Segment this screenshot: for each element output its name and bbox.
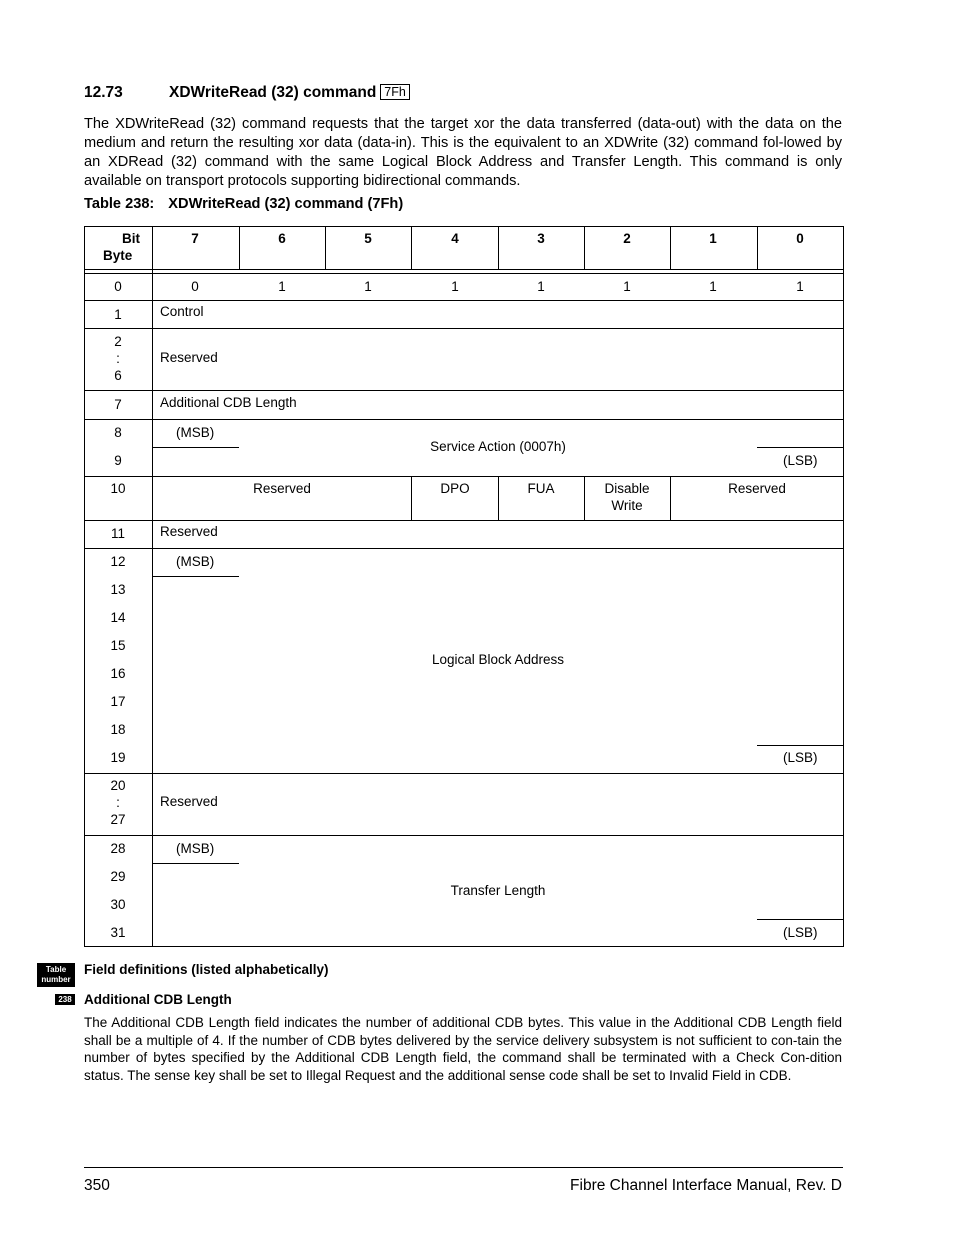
table-caption (84, 196, 403, 212)
byte-label: : (116, 795, 120, 810)
acl-paragraph: The Additional CDB Length field indicates the number of additional CDB bytes. This value in the Additional CDB Length field shall be a multiple of 4. If the number of CDB bytes delivered by the service delivery subsystem is not sufficient to con-tain the number of bytes specified by the Additional CDB Length field, the command shall be terminated with a Check Con-dition status. The sense key shall be set to Illegal Request and the additional sense code shall be set to Invalid Field in CDB. (84, 1015, 842, 1083)
footer-rule (84, 1167, 843, 1168)
intro-paragraph: The XDWriteRead (32) command requests that the target xor the data transferred (data-out) with the data on the medium and return the resulting xor data (data-in). This is the equivalent to an XDWrite (32) command fol-lowed by an XDRead (32) command with the same Logical Block Address and Transfer Length. This command is only available on transport protocols supporting bidirectional commands. (84, 116, 842, 189)
byte0-bit2: 1 (623, 279, 631, 294)
byte-label: 18 (110, 722, 126, 737)
byte0-bit6: 1 (278, 279, 286, 294)
byte10-reserved-right: Reserved (728, 481, 786, 496)
logical-block-address-field: Logical Block Address (431, 652, 565, 667)
byte0-bit7: 0 (191, 279, 199, 294)
byte-label: 17 (110, 694, 126, 709)
bit-4-header: 4 (451, 231, 459, 246)
lba-msb: (MSB) (176, 554, 215, 569)
byte0-bit1: 1 (709, 279, 717, 294)
byte0-bit3: 1 (537, 279, 545, 294)
opcode-box: 7Fh (380, 84, 410, 100)
disable-write-line1: Disable (604, 481, 650, 496)
byte10-reserved-left: Reserved (253, 481, 311, 496)
byte-label: 30 (110, 897, 126, 912)
transfer-length-msb: (MSB) (176, 841, 215, 856)
reserved-byte-11: Reserved (160, 524, 218, 539)
bit-2-header: 2 (623, 231, 631, 246)
table-number-tag (37, 963, 75, 987)
bit-7-header: 7 (191, 231, 199, 246)
byte-label: 8 (114, 425, 122, 440)
transfer-length-lsb: (LSB) (783, 925, 818, 940)
document-title: Fibre Channel Interface Manual, Rev. D (570, 1177, 842, 1194)
byte-label: 15 (110, 638, 126, 653)
acl-title: Additional CDB Length (84, 992, 232, 1007)
tag-line1: Table (45, 965, 67, 974)
dpo-field: DPO (440, 481, 470, 496)
page-number: 350 (84, 1177, 110, 1194)
reserved-bytes-20-27: Reserved (160, 794, 218, 809)
service-action-lsb: (LSB) (783, 453, 818, 468)
reserved-bytes-2-6: Reserved (160, 350, 218, 365)
table-caption-title: XDWriteRead (32) command (7Fh) (168, 196, 404, 212)
table-caption-label: Table 238: (84, 196, 155, 212)
byte-header-label: Byte (103, 248, 133, 263)
byte-label: 10 (110, 481, 126, 496)
bit-3-header: 3 (537, 231, 545, 246)
byte-label: : (116, 351, 120, 366)
byte0-bit0: 1 (796, 279, 804, 294)
service-action-field: Service Action (0007h) (430, 439, 566, 454)
control-field: Control (160, 304, 204, 319)
section-heading (84, 84, 410, 102)
byte-label: 0 (114, 279, 122, 294)
section-title: XDWriteRead (32) command (169, 84, 377, 101)
byte-label: 29 (110, 869, 126, 884)
byte0-bit4: 1 (451, 279, 459, 294)
additional-cdb-length-field: Additional CDB Length (160, 395, 297, 410)
byte-label: 27 (110, 812, 126, 827)
lba-lsb: (LSB) (783, 750, 818, 765)
byte-label: 19 (110, 750, 126, 765)
section-number: 12.73 (84, 84, 123, 101)
fua-field: FUA (527, 481, 555, 496)
byte-label: 6 (114, 368, 122, 383)
byte-label: 7 (114, 397, 122, 412)
field-definitions-title: Field definitions (listed alphabetically) (84, 962, 329, 977)
byte-label: 12 (110, 554, 126, 569)
bit-0-header: 0 (796, 231, 804, 246)
byte-label: 14 (110, 610, 126, 625)
byte-label: 20 (110, 778, 126, 793)
disable-write-line2: Write (611, 498, 643, 513)
table-number-badge: 238 (55, 994, 75, 1005)
byte-label: 2 (114, 334, 122, 349)
byte-label: 9 (114, 453, 122, 468)
transfer-length-field: Transfer Length (450, 883, 546, 898)
byte-label: 31 (110, 925, 126, 940)
byte-label: 28 (110, 841, 126, 856)
bit-header-label: Bit (122, 231, 140, 246)
bit-1-header: 1 (709, 231, 717, 246)
byte-label: 13 (110, 582, 126, 597)
byte0-bit5: 1 (364, 279, 372, 294)
bit-5-header: 5 (364, 231, 372, 246)
byte-label: 11 (110, 526, 126, 541)
bit-6-header: 6 (278, 231, 286, 246)
byte-label: 16 (110, 666, 126, 681)
tag-line2: number (41, 975, 71, 984)
command-table (84, 226, 844, 947)
byte-label: 1 (114, 307, 122, 322)
service-action-msb: (MSB) (176, 425, 215, 440)
